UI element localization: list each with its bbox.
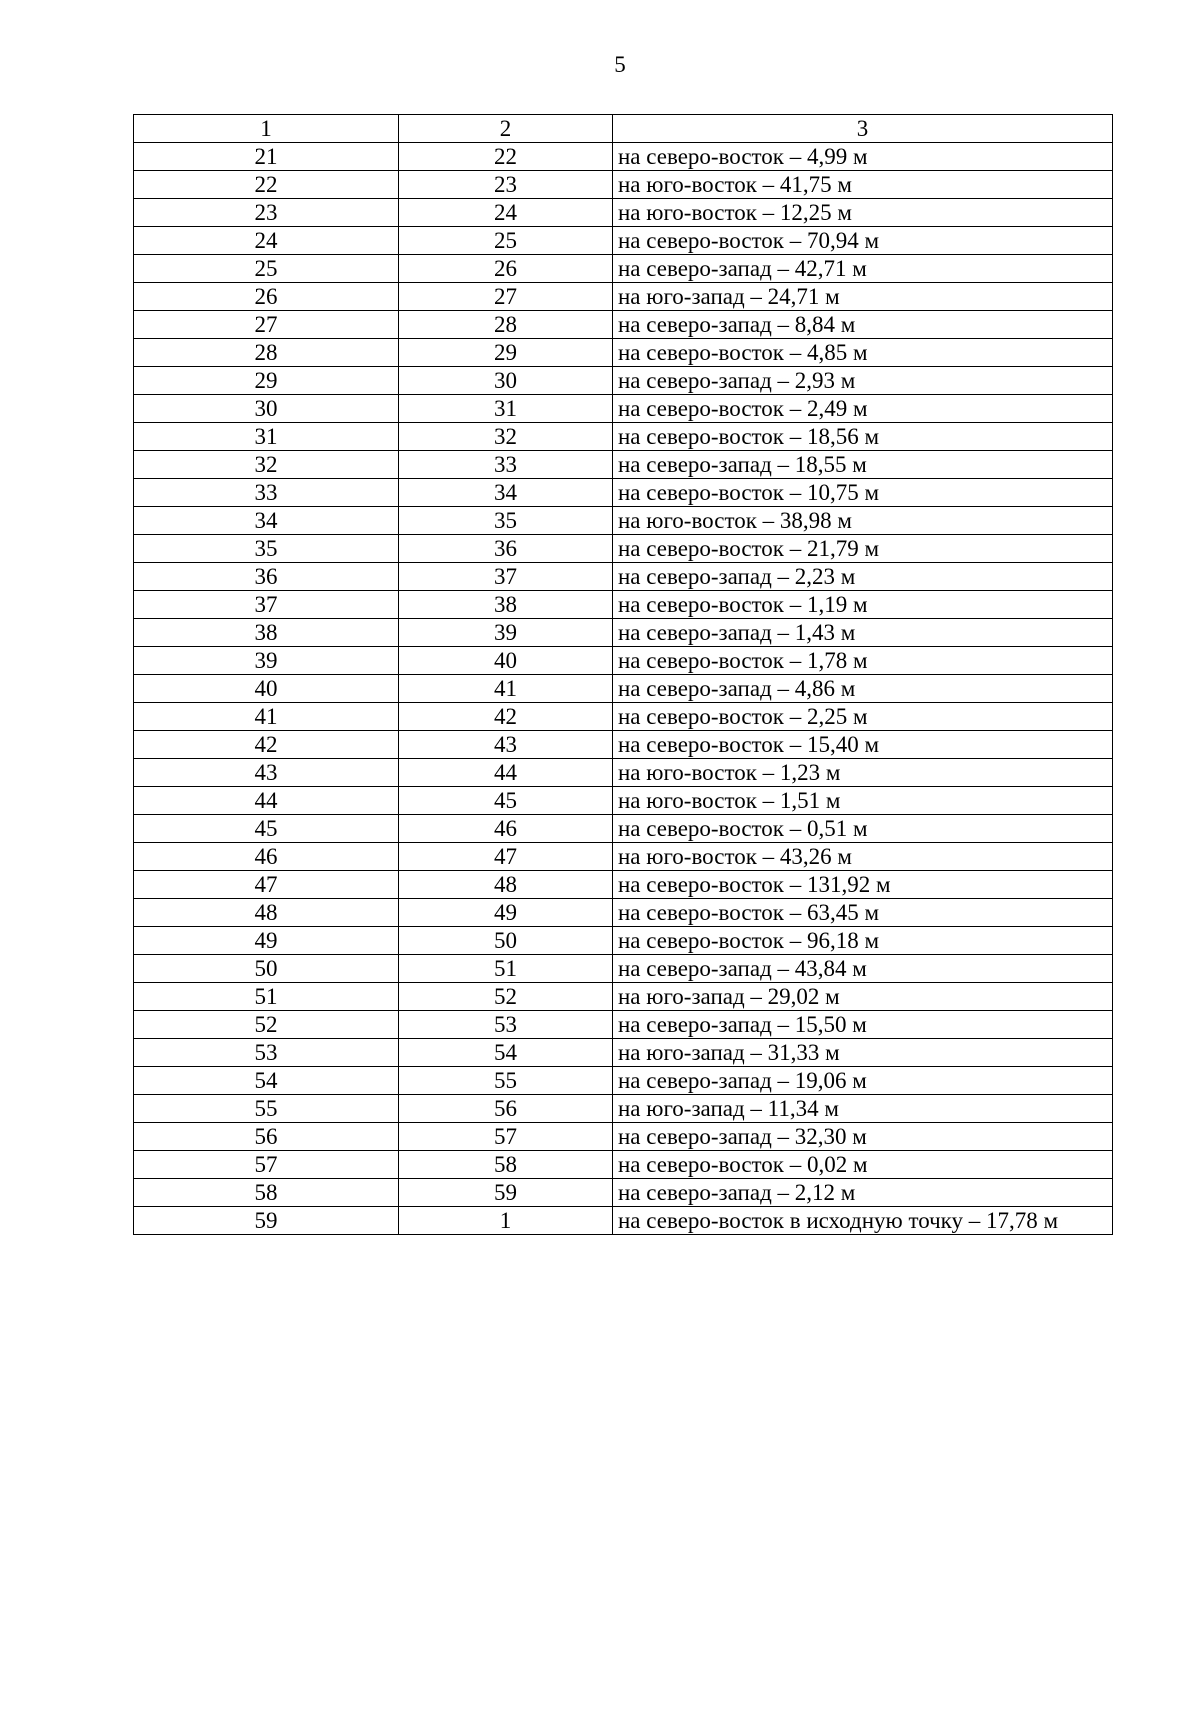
to-point-cell: 40: [399, 647, 613, 675]
column-header-1: 1: [134, 115, 399, 143]
table-row: [134, 815, 1113, 843]
direction-distance-cell: на юго-запад – 31,33 м: [613, 1039, 1113, 1067]
from-point-cell: 44: [134, 787, 399, 815]
table-row: [134, 563, 1113, 591]
direction-distance-cell: на юго-запад – 29,02 м: [613, 983, 1113, 1011]
table-row: [134, 703, 1113, 731]
to-point-cell: 49: [399, 899, 613, 927]
to-point-cell: 35: [399, 507, 613, 535]
table-row: [134, 143, 1113, 171]
table-row: [134, 255, 1113, 283]
from-point-cell: 39: [134, 647, 399, 675]
from-point-cell: 26: [134, 283, 399, 311]
table-row: [134, 1067, 1113, 1095]
direction-distance-cell: на северо-запад – 2,12 м: [613, 1179, 1113, 1207]
from-point-cell: 28: [134, 339, 399, 367]
to-point-cell: 50: [399, 927, 613, 955]
from-point-cell: 56: [134, 1123, 399, 1151]
from-point-cell: 52: [134, 1011, 399, 1039]
from-point-cell: 34: [134, 507, 399, 535]
to-point-cell: 28: [399, 311, 613, 339]
direction-distance-cell: на юго-восток – 1,51 м: [613, 787, 1113, 815]
to-point-cell: 53: [399, 1011, 613, 1039]
table-row: [134, 1095, 1113, 1123]
to-point-cell: 24: [399, 199, 613, 227]
table-row: [134, 787, 1113, 815]
to-point-cell: 48: [399, 871, 613, 899]
from-point-cell: 46: [134, 843, 399, 871]
direction-distance-cell: на северо-запад – 4,86 м: [613, 675, 1113, 703]
boundary-table: [133, 114, 1113, 1235]
to-point-cell: 52: [399, 983, 613, 1011]
direction-distance-cell: на юго-восток – 41,75 м: [613, 171, 1113, 199]
boundary-table-body: [134, 115, 1113, 1235]
direction-distance-cell: на юго-восток – 38,98 м: [613, 507, 1113, 535]
to-point-cell: 37: [399, 563, 613, 591]
to-point-cell: 38: [399, 591, 613, 619]
direction-distance-cell: на северо-восток – 0,02 м: [613, 1151, 1113, 1179]
from-point-cell: 45: [134, 815, 399, 843]
direction-distance-cell: на северо-запад – 2,23 м: [613, 563, 1113, 591]
table-row: [134, 227, 1113, 255]
to-point-cell: 54: [399, 1039, 613, 1067]
table-row: [134, 535, 1113, 563]
direction-distance-cell: на северо-запад – 2,93 м: [613, 367, 1113, 395]
table-row: [134, 591, 1113, 619]
from-point-cell: 37: [134, 591, 399, 619]
direction-distance-cell: на северо-восток – 4,85 м: [613, 339, 1113, 367]
from-point-cell: 48: [134, 899, 399, 927]
direction-distance-cell: на северо-запад – 15,50 м: [613, 1011, 1113, 1039]
table-row: [134, 339, 1113, 367]
direction-distance-cell: на юго-запад – 11,34 м: [613, 1095, 1113, 1123]
to-point-cell: 59: [399, 1179, 613, 1207]
to-point-cell: 36: [399, 535, 613, 563]
to-point-cell: 47: [399, 843, 613, 871]
from-point-cell: 21: [134, 143, 399, 171]
to-point-cell: 57: [399, 1123, 613, 1151]
to-point-cell: 31: [399, 395, 613, 423]
from-point-cell: 55: [134, 1095, 399, 1123]
direction-distance-cell: на северо-запад – 18,55 м: [613, 451, 1113, 479]
from-point-cell: 27: [134, 311, 399, 339]
from-point-cell: 32: [134, 451, 399, 479]
direction-distance-cell: на северо-восток – 0,51 м: [613, 815, 1113, 843]
from-point-cell: 59: [134, 1207, 399, 1235]
to-point-cell: 43: [399, 731, 613, 759]
direction-distance-cell: на северо-восток – 18,56 м: [613, 423, 1113, 451]
table-row: [134, 983, 1113, 1011]
from-point-cell: 23: [134, 199, 399, 227]
table-row: [134, 955, 1113, 983]
to-point-cell: 22: [399, 143, 613, 171]
from-point-cell: 35: [134, 535, 399, 563]
to-point-cell: 42: [399, 703, 613, 731]
to-point-cell: 32: [399, 423, 613, 451]
table-row: [134, 899, 1113, 927]
page-number: 5: [614, 52, 626, 77]
to-point-cell: 39: [399, 619, 613, 647]
direction-distance-cell: на северо-запад – 32,30 м: [613, 1123, 1113, 1151]
to-point-cell: 34: [399, 479, 613, 507]
direction-distance-cell: на юго-восток – 12,25 м: [613, 199, 1113, 227]
to-point-cell: 46: [399, 815, 613, 843]
table-row: [134, 507, 1113, 535]
from-point-cell: 33: [134, 479, 399, 507]
to-point-cell: 55: [399, 1067, 613, 1095]
from-point-cell: 53: [134, 1039, 399, 1067]
table-row: [134, 843, 1113, 871]
direction-distance-cell: на северо-запад – 1,43 м: [613, 619, 1113, 647]
to-point-cell: 29: [399, 339, 613, 367]
direction-distance-cell: на северо-запад – 43,84 м: [613, 955, 1113, 983]
direction-distance-cell: на северо-восток – 96,18 м: [613, 927, 1113, 955]
table-row: [134, 759, 1113, 787]
table-header-row: [134, 115, 1113, 143]
from-point-cell: 47: [134, 871, 399, 899]
direction-distance-cell: на северо-восток – 70,94 м: [613, 227, 1113, 255]
direction-distance-cell: на северо-восток – 4,99 м: [613, 143, 1113, 171]
to-point-cell: 33: [399, 451, 613, 479]
direction-distance-cell: на северо-восток – 131,92 м: [613, 871, 1113, 899]
direction-distance-cell: на северо-восток – 21,79 м: [613, 535, 1113, 563]
to-point-cell: 44: [399, 759, 613, 787]
table-row: [134, 1207, 1113, 1235]
table-row: [134, 731, 1113, 759]
table-row: [134, 171, 1113, 199]
direction-distance-cell: на северо-запад – 19,06 м: [613, 1067, 1113, 1095]
table-row: [134, 675, 1113, 703]
from-point-cell: 36: [134, 563, 399, 591]
from-point-cell: 42: [134, 731, 399, 759]
to-point-cell: 30: [399, 367, 613, 395]
direction-distance-cell: на юго-восток – 1,23 м: [613, 759, 1113, 787]
table-row: [134, 479, 1113, 507]
table-row: [134, 619, 1113, 647]
to-point-cell: 25: [399, 227, 613, 255]
from-point-cell: 22: [134, 171, 399, 199]
to-point-cell: 51: [399, 955, 613, 983]
table-row: [134, 451, 1113, 479]
table-row: [134, 283, 1113, 311]
direction-distance-cell: на юго-восток – 43,26 м: [613, 843, 1113, 871]
to-point-cell: 45: [399, 787, 613, 815]
direction-distance-cell: на северо-восток – 10,75 м: [613, 479, 1113, 507]
from-point-cell: 58: [134, 1179, 399, 1207]
from-point-cell: 25: [134, 255, 399, 283]
table-row: [134, 367, 1113, 395]
table-row: [134, 1039, 1113, 1067]
from-point-cell: 30: [134, 395, 399, 423]
from-point-cell: 57: [134, 1151, 399, 1179]
from-point-cell: 50: [134, 955, 399, 983]
table-row: [134, 199, 1113, 227]
direction-distance-cell: на северо-восток в исходную точку – 17,78 м: [613, 1207, 1113, 1235]
from-point-cell: 40: [134, 675, 399, 703]
to-point-cell: 1: [399, 1207, 613, 1235]
table-row: [134, 647, 1113, 675]
direction-distance-cell: на северо-восток – 63,45 м: [613, 899, 1113, 927]
column-header-3: 3: [613, 115, 1113, 143]
direction-distance-cell: на северо-запад – 42,71 м: [613, 255, 1113, 283]
to-point-cell: 26: [399, 255, 613, 283]
direction-distance-cell: на юго-запад – 24,71 м: [613, 283, 1113, 311]
table-row: [134, 395, 1113, 423]
from-point-cell: 29: [134, 367, 399, 395]
from-point-cell: 41: [134, 703, 399, 731]
to-point-cell: 27: [399, 283, 613, 311]
direction-distance-cell: на северо-восток – 1,78 м: [613, 647, 1113, 675]
table-row: [134, 927, 1113, 955]
from-point-cell: 31: [134, 423, 399, 451]
table-row: [134, 1151, 1113, 1179]
from-point-cell: 38: [134, 619, 399, 647]
to-point-cell: 41: [399, 675, 613, 703]
direction-distance-cell: на северо-восток – 2,25 м: [613, 703, 1113, 731]
to-point-cell: 56: [399, 1095, 613, 1123]
from-point-cell: 54: [134, 1067, 399, 1095]
table-row: [134, 1179, 1113, 1207]
direction-distance-cell: на северо-восток – 1,19 м: [613, 591, 1113, 619]
table-row: [134, 1011, 1113, 1039]
table-row: [134, 1123, 1113, 1151]
to-point-cell: 58: [399, 1151, 613, 1179]
direction-distance-cell: на северо-восток – 15,40 м: [613, 731, 1113, 759]
column-header-2: 2: [399, 115, 613, 143]
from-point-cell: 49: [134, 927, 399, 955]
from-point-cell: 43: [134, 759, 399, 787]
direction-distance-cell: на северо-запад – 8,84 м: [613, 311, 1113, 339]
table-row: [134, 423, 1113, 451]
direction-distance-cell: на северо-восток – 2,49 м: [613, 395, 1113, 423]
to-point-cell: 23: [399, 171, 613, 199]
table-row: [134, 311, 1113, 339]
table-row: [134, 871, 1113, 899]
from-point-cell: 51: [134, 983, 399, 1011]
from-point-cell: 24: [134, 227, 399, 255]
